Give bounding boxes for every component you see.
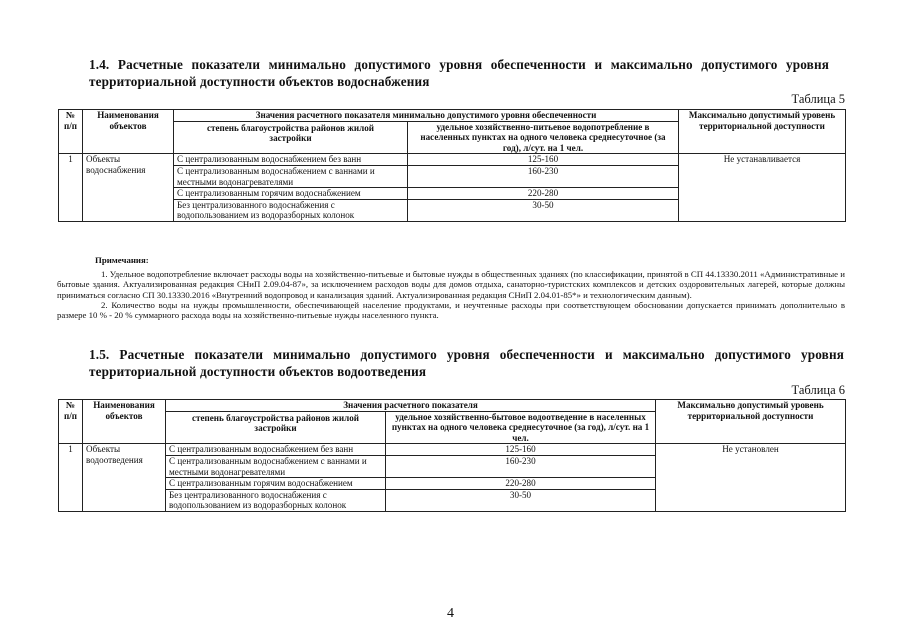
note-2: 2. Количество воды на нужды промышленности, обеспечивающей население продуктами, и неучтенные расходы при соответствующем обосновании допускается принимать дополнительно в размере 10 % - 20 % суммарного расхода воды на хозяйственно-питьевые нужды населенного пункта.: [57, 299, 845, 321]
row-max-value: Не установлен: [656, 444, 846, 512]
page-number: 4: [447, 606, 454, 621]
header-name: Наименования объектов: [83, 400, 166, 444]
row-object-name: Объекты водоснабжения: [83, 154, 174, 222]
row-degree: С централизованным водоснабжением без ванн: [174, 154, 408, 166]
row-max-value: Не устанавливается: [679, 154, 846, 222]
row-num: 1: [59, 154, 83, 222]
section-6-heading: 1.5. Расчетные показатели минимально допустимого уровня обеспеченности и максимально допустимого уровня территориальной доступности объектов водоотведения: [89, 347, 844, 379]
section-5-heading: 1.4. Расчетные показатели минимально допустимого уровня обеспеченности и максимально допустимого уровня территориальной доступности объектов водоснабжения: [89, 57, 829, 89]
header-num: № п/п: [59, 400, 83, 444]
row-degree: С централизованным водоснабжением с ваннами и местными водонагревателями: [174, 165, 408, 187]
header-name: Наименования объектов: [83, 110, 174, 154]
row-value: 125-160: [408, 154, 679, 166]
header-consumption: удельное хозяйственно-бытовое водоотведение в населенных пунктах на одного человека среднесуточное (за год), л/сут. на 1 чел.: [386, 411, 656, 444]
header-max-level: Максимально допустимый уровень территориальной доступности: [679, 110, 846, 154]
notes-block: [57, 255, 845, 321]
table-5-label: Таблица 5: [791, 92, 845, 106]
row-value: 125-160: [386, 444, 656, 456]
table-row: [59, 444, 846, 456]
row-degree: С централизованным водоснабжением с ваннами и местными водонагревателями: [166, 455, 386, 477]
table-6-label: Таблица 6: [791, 383, 845, 397]
note-1: 1. Удельное водопотребление включает расходы воды на хозяйственно-питьевые и бытовые нужды в общественных зданиях (по классификации, принятой в СП 44.13330.2011 «Административные и бытовые здания. Актуализированная редакция СНиП 2.09.04-87», за исключением расходов воды для домов отдыха, санаторно-туристских комплексов и детских оздоровительных лагерей, которые должны приниматься согласно СП 30.13330.2016 «Внутренний водопровод и канализация зданий. Актуализированная редакция СНиП 2.04.01-85*» и технологическим данным).: [57, 269, 845, 300]
header-values-group: Значения расчетного показателя: [166, 400, 656, 412]
row-value: 30-50: [408, 199, 679, 221]
header-max-level: Максимально допустимый уровень территориальной доступности: [656, 400, 846, 444]
notes-title: Примечания:: [95, 255, 149, 265]
header-degree: степень благоустройства районов жилой застройки: [166, 411, 386, 444]
row-degree: Без централизованного водоснабжения с водопользованием из водоразборных колонок: [174, 199, 408, 221]
row-value: 160-230: [386, 455, 656, 477]
row-degree: Без централизованного водоснабжения с водопользованием из водоразборных колонок: [166, 489, 386, 511]
row-degree: С централизованным водоснабжением без ванн: [166, 444, 386, 456]
table-header-row: [59, 400, 846, 412]
row-value: 30-50: [386, 489, 656, 511]
header-consumption: удельное хозяйственно-питьевое водопотребление в населенных пунктах на одного человека среднесуточное (за год), л/сут. на 1 чел.: [408, 121, 679, 154]
header-degree: степень благоустройства районов жилой застройки: [174, 121, 408, 154]
row-num: 1: [59, 444, 83, 512]
table-5: [58, 109, 846, 222]
row-degree: С централизованным горячим водоснабжением: [166, 478, 386, 490]
header-num: № п/п: [59, 110, 83, 154]
row-value: 220-280: [408, 188, 679, 200]
table-6: [58, 399, 846, 512]
table-header-row: [59, 110, 846, 122]
row-value: 220-280: [386, 478, 656, 490]
table-row: [59, 154, 846, 166]
row-object-name: Объекты водоотведения: [83, 444, 166, 512]
row-degree: С централизованным горячим водоснабжением: [174, 188, 408, 200]
header-values-group: Значения расчетного показателя минимально допустимого уровня обеспеченности: [174, 110, 679, 122]
row-value: 160-230: [408, 165, 679, 187]
